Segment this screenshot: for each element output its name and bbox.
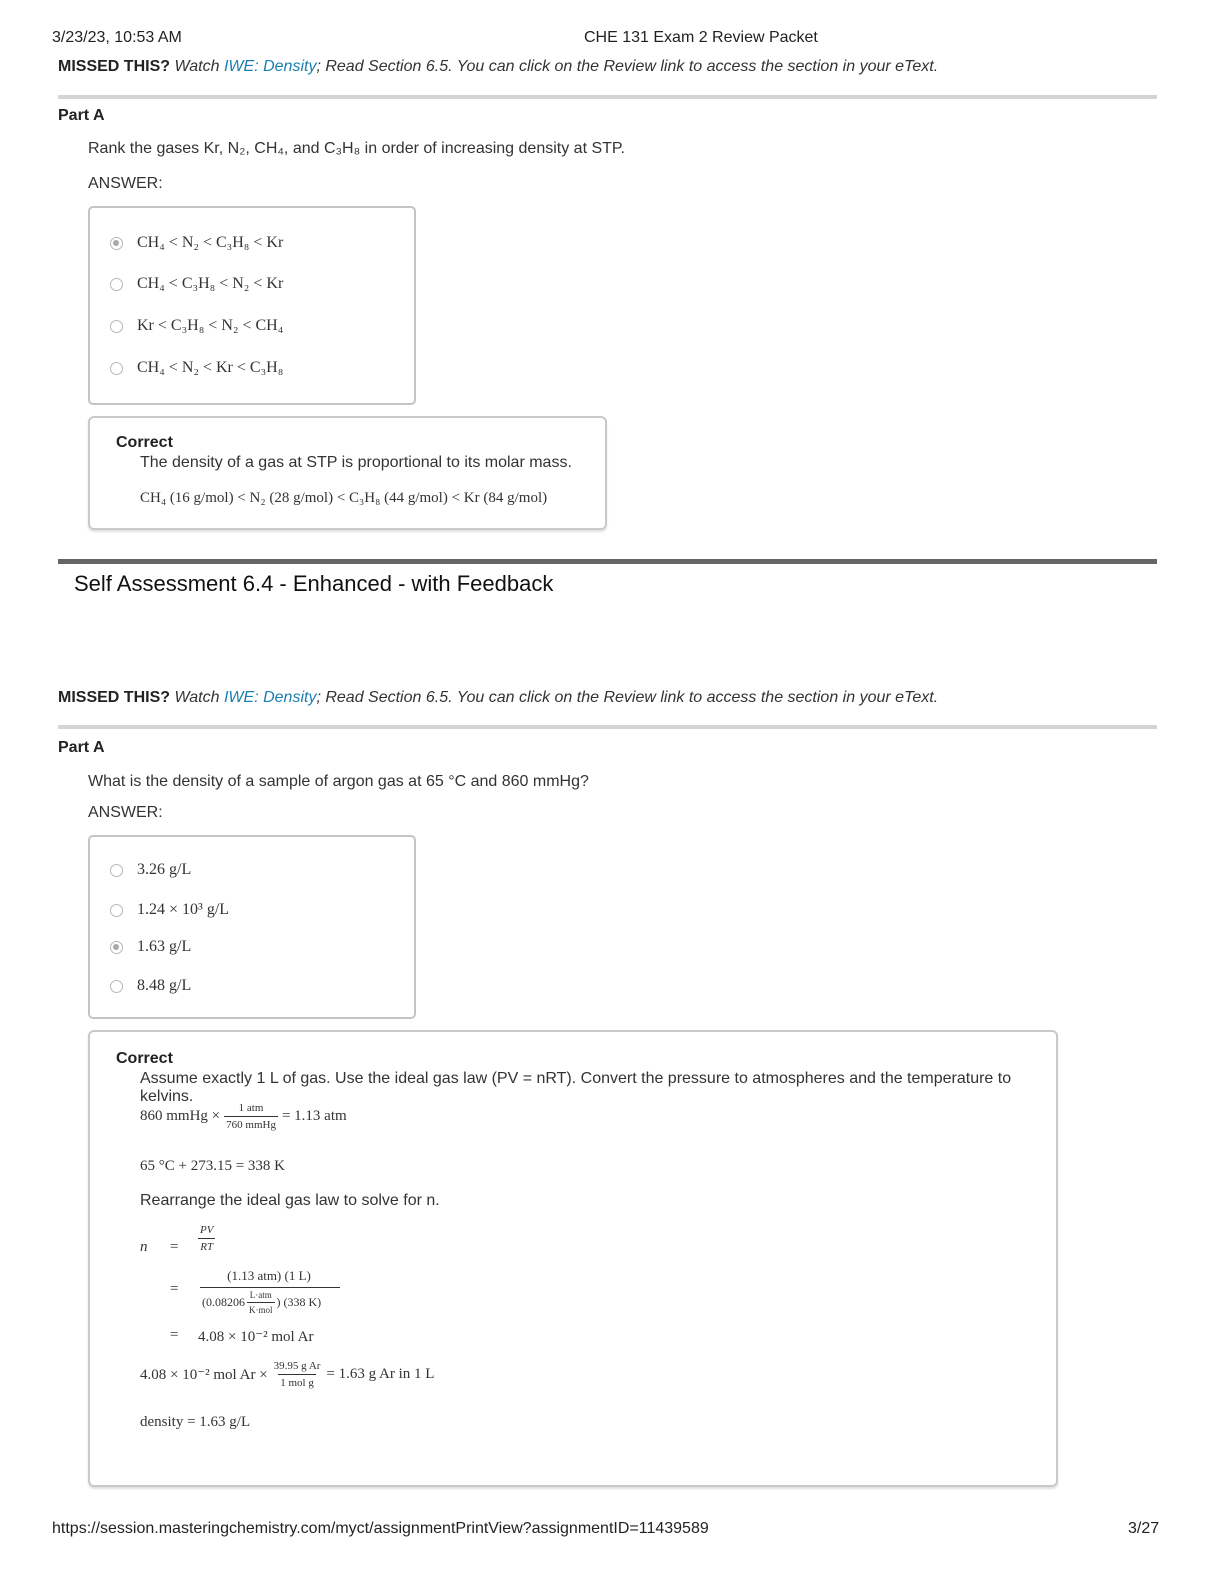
radio-icon[interactable] bbox=[110, 980, 123, 993]
missed-label: MISSED THIS? bbox=[58, 689, 171, 706]
option-label: Kr < C₃H₈ < N₂ < CH₄ bbox=[137, 317, 284, 334]
option-label: CH₄ < N₂ < C₃H₈ < Kr bbox=[137, 234, 284, 251]
watch-text: Watch bbox=[174, 58, 220, 75]
fraction-denominator: 1 mol g bbox=[278, 1374, 316, 1389]
feedback-status: Correct bbox=[116, 1050, 173, 1067]
radio-icon[interactable] bbox=[110, 362, 123, 375]
equals-sign: = bbox=[170, 1281, 179, 1297]
divider bbox=[58, 725, 1157, 729]
missed-this-note bbox=[58, 689, 938, 707]
question-text: Rank the gases Kr, N₂, CH₄, and C₃H₈ in order of increasing density at STP. bbox=[88, 140, 625, 157]
feedback-intro: Assume exactly 1 L of gas. Use the ideal gas law (PV = nRT). Convert the pressure to atmospheres and the temperature to kelvins. bbox=[140, 1070, 1012, 1105]
feedback-status: Correct bbox=[116, 434, 173, 451]
pressure-fraction bbox=[224, 1102, 278, 1131]
answer-options-box bbox=[88, 206, 416, 405]
part-label: Part A bbox=[58, 107, 105, 124]
feedback-box bbox=[88, 1030, 1058, 1487]
fraction-numerator: 39.95 g Ar bbox=[273, 1360, 321, 1372]
fraction-numerator: PV bbox=[200, 1224, 214, 1236]
option-label: 1.24 × 10³ g/L bbox=[137, 901, 230, 918]
option-1[interactable] bbox=[110, 234, 283, 252]
iwe-density-link[interactable]: IWE: Density bbox=[223, 689, 317, 706]
option-2[interactable] bbox=[110, 901, 229, 919]
answer-label: ANSWER: bbox=[88, 804, 163, 821]
temperature-conversion: 65 °C + 273.15 = 338 K bbox=[140, 1158, 286, 1174]
feedback-box bbox=[88, 416, 607, 530]
option-label: 8.48 g/L bbox=[137, 977, 192, 994]
answer-label: ANSWER: bbox=[88, 175, 163, 192]
question-text: What is the density of a sample of argon gas at 65 °C and 860 mmHg? bbox=[88, 773, 589, 790]
fraction-numerator: L·atm bbox=[249, 1290, 272, 1300]
answer-options-box bbox=[88, 835, 416, 1019]
pressure-left: 860 mmHg × bbox=[140, 1108, 221, 1124]
feedback-formula: CH₄ (16 g/mol) < N₂ (28 g/mol) < C₃H₈ (44 g/mol) < Kr (84 g/mol) bbox=[140, 490, 548, 506]
page-number: 3/27 bbox=[1128, 1520, 1160, 1537]
option-label: 1.63 g/L bbox=[137, 938, 192, 955]
fraction-denominator: K·mol bbox=[247, 1302, 275, 1315]
radio-icon[interactable] bbox=[110, 864, 123, 877]
fraction-denominator: 760 mmHg bbox=[224, 1116, 278, 1131]
equals-sign: = bbox=[170, 1239, 179, 1255]
divider bbox=[58, 95, 1157, 99]
print-datetime: 3/23/23, 10:53 AM bbox=[52, 29, 182, 46]
mass-right: = 1.63 g Ar in 1 L bbox=[326, 1366, 435, 1382]
option-1[interactable] bbox=[110, 861, 191, 879]
document-title: CHE 131 Exam 2 Review Packet bbox=[584, 29, 818, 46]
fraction-bar bbox=[200, 1287, 340, 1288]
pressure-right: = 1.13 atm bbox=[281, 1108, 347, 1124]
moles-result: 4.08 × 10⁻² mol Ar bbox=[198, 1329, 314, 1345]
radio-selected-icon[interactable] bbox=[110, 941, 123, 954]
missed-rest: ; Read Section 6.5. You can click on the Review link to access the section in your eText. bbox=[316, 689, 939, 706]
density-result: density = 1.63 g/L bbox=[140, 1414, 251, 1430]
gas-constant: (0.08206 bbox=[202, 1295, 245, 1309]
fraction-denominator: RT bbox=[198, 1238, 215, 1253]
n-variable: n bbox=[140, 1239, 148, 1255]
rearrange-text: Rearrange the ideal gas law to solve for n. bbox=[140, 1192, 440, 1209]
pv-over-rt bbox=[198, 1224, 215, 1253]
missed-this-note bbox=[58, 58, 938, 76]
option-label: CH₄ < C₃H₈ < N₂ < Kr bbox=[137, 275, 284, 292]
option-label: 3.26 g/L bbox=[137, 861, 192, 878]
radio-icon[interactable] bbox=[110, 278, 123, 291]
radio-icon[interactable] bbox=[110, 904, 123, 917]
option-2[interactable] bbox=[110, 275, 283, 293]
missed-label: MISSED THIS? bbox=[58, 58, 171, 75]
footer-url: https://session.masteringchemistry.com/myct/assignmentPrintView?assignmentID=11439589 bbox=[52, 1520, 709, 1537]
missed-rest: ; Read Section 6.5. You can click on the Review link to access the section in your eText. bbox=[316, 58, 939, 75]
section-divider bbox=[58, 559, 1157, 564]
equals-sign: = bbox=[170, 1327, 179, 1343]
mass-conversion bbox=[140, 1360, 434, 1389]
option-3[interactable] bbox=[110, 938, 191, 956]
option-4[interactable] bbox=[110, 359, 283, 377]
section-title: Self Assessment 6.4 - Enhanced - with Feedback bbox=[74, 571, 554, 596]
fraction-numerator: 1 atm bbox=[238, 1102, 264, 1114]
n-numerator: (1.13 atm) (1 L) bbox=[227, 1268, 311, 1283]
temperature-term: ) (338 K) bbox=[276, 1295, 322, 1309]
iwe-density-link[interactable]: IWE: Density bbox=[223, 58, 317, 75]
n-denominator bbox=[202, 1290, 321, 1315]
option-4[interactable] bbox=[110, 977, 191, 995]
option-3[interactable] bbox=[110, 317, 283, 335]
pressure-conversion bbox=[140, 1102, 347, 1131]
watch-text: Watch bbox=[174, 689, 220, 706]
radio-icon[interactable] bbox=[110, 320, 123, 333]
feedback-text: The density of a gas at STP is proportional to its molar mass. bbox=[140, 454, 572, 471]
part-label: Part A bbox=[58, 739, 105, 756]
mass-left: 4.08 × 10⁻² mol Ar × bbox=[140, 1367, 268, 1383]
option-label: CH₄ < N₂ < Kr < C₃H₈ bbox=[137, 359, 284, 376]
radio-selected-icon[interactable] bbox=[110, 237, 123, 250]
